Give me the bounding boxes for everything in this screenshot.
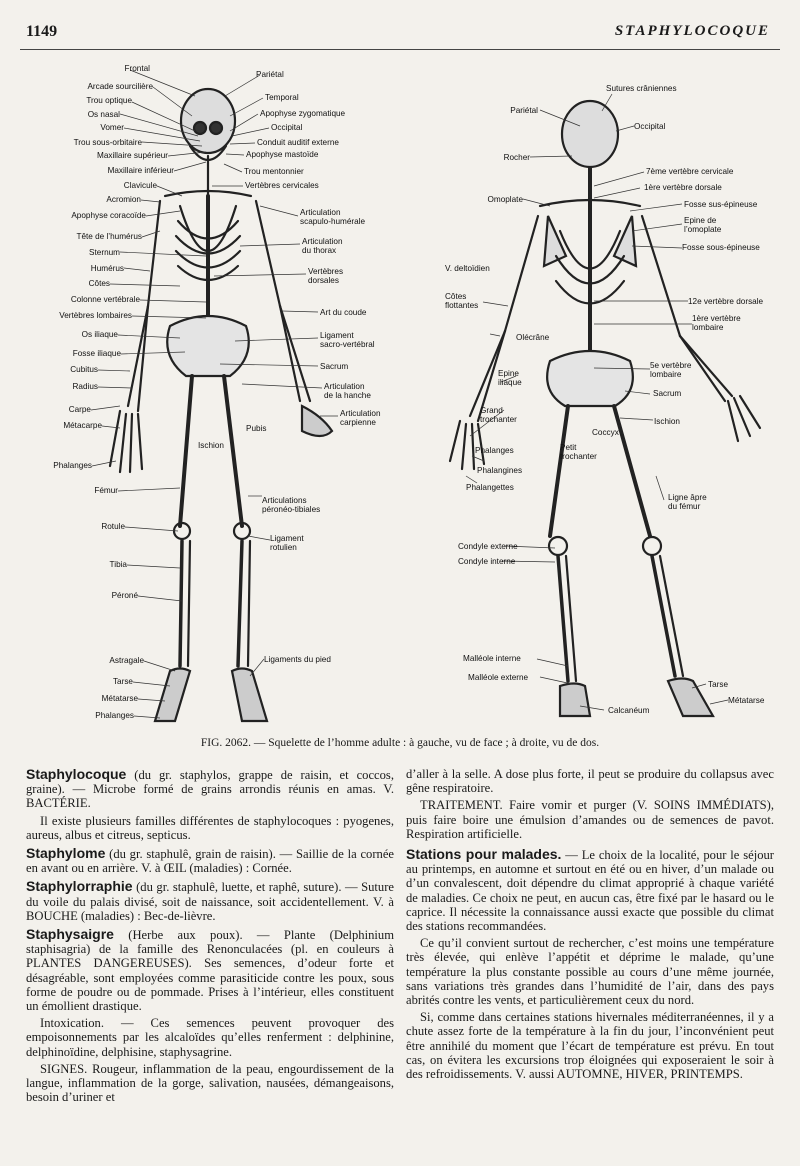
front-label-ligament-rotulien: Ligament rotulien: [270, 534, 304, 552]
front-label-fosse-iliaque: Fosse iliaque: [72, 349, 121, 358]
front-label-art-coude: Art du coude: [320, 308, 367, 317]
entry-staphylorraphie: [26, 879, 394, 923]
front-label-arcade-sourciliere: Arcade sourcilière: [87, 82, 153, 91]
front-label-vertebres-cervicales: Vertèbres cervicales: [245, 181, 319, 190]
front-label-temporal: Temporal: [265, 93, 299, 102]
entry-text: — Le choix de la localité, pour le séjour au printemps, en automne et surtout en été ou en hiver, d’un malade ou d’un convalescent, doit dépendre du climat approprié à chaque variété de maladies. Ce choix ne peut, en aucun cas, être fixé par le hasard ou le caprice. Il nécessite la connaissance aussi exacte que possible du climat des stations recommandées.: [406, 848, 774, 934]
front-label-os-iliaque: Os iliaque: [81, 330, 118, 339]
back-label-calcaneum: Calcanéum: [608, 706, 650, 715]
back-label-coccyx: Coccyx: [592, 428, 619, 437]
front-label-perone: Péroné: [111, 591, 138, 600]
back-label-epine-iliaque: Epine iliaque: [498, 369, 522, 387]
traitement-paragraph: TRAITEMENT. Faire vomir et purger (V. SOINS IMMÉDIATS), puis faire boire une émulsion d’amandes ou de semences de pavot. Respiration artificielle.: [406, 798, 774, 841]
entry-head: Staphysaigre: [26, 926, 114, 943]
front-label-maxillaire-inferieur: Maxillaire inférieur: [107, 166, 174, 175]
entry-stations-pour-malades: [406, 847, 774, 1081]
front-label-trou-optique: Trou optique: [86, 96, 132, 105]
back-label-phalangettes: Phalangettes: [466, 483, 514, 492]
entry-text: (Herbe aux poux). — Plante (Delphinium staphisagria) de la famille des Renonculacées (pl. en couleurs à PLANTES DANGEREUSES). Ses semences, d’odeur forte et désagréable, sont employées comme parasiticide contre les poux, sous forme de poudre ou de pommade. Prises à l’intérieur, elles constituent un émollient drastique.: [26, 928, 394, 1014]
back-label-malleole-interne: Malléole interne: [463, 654, 521, 663]
front-label-maxillaire-superieur: Maxillaire supérieur: [97, 151, 168, 160]
front-label-radius: Radius: [72, 382, 98, 391]
entry-head: Staphylome: [26, 845, 106, 862]
back-label-tarse: Tarse: [708, 680, 729, 689]
back-label-fosse-sous-epineuse: Fosse sous-épineuse: [682, 243, 760, 252]
front-label-rotule: Rotule: [101, 522, 125, 531]
back-label-olecrane: Olécrâne: [516, 333, 550, 342]
front-label-clavicule: Clavicule: [123, 181, 157, 190]
front-label-ligament-sacro-vertebral: Ligament sacro-vertébral: [320, 331, 375, 349]
back-label-epine-omoplate: Epine de l’omoplate: [684, 216, 722, 234]
back-label-sacrum: Sacrum: [653, 389, 682, 398]
entry-staphylocoque: [26, 767, 394, 842]
front-label-vomer: Vomer: [100, 123, 124, 132]
front-label-tete-humerus: Tête de l’humérus: [76, 232, 142, 241]
front-label-art-peroneo-tibiales: Articulations péronéo-tibiales: [262, 496, 321, 514]
front-label-art-hanche: Articulation de la hanche: [324, 382, 371, 400]
front-label-vertebres-lombaires: Vertèbres lombaires: [59, 311, 132, 320]
front-label-humerus: Humérus: [90, 264, 124, 273]
entry-paragraph: Intoxication. — Ces semences peuvent provoquer des empoisonnements par les alcaloïdes qu’elles renferment : delphinine, delphinoïdine, delphisine, staphysagrine.: [26, 1016, 394, 1059]
front-label-acromion: Acromion: [106, 195, 141, 204]
entry-paragraph: Si, comme dans certaines stations hivernales méditerranéennes, il y a chute assez forte de la température à la fin du jour, l’inconvénient peut être annihilé du moment que l’écart de température est prévu. En tout cas, on évitera les excursions trop éloignées qui exposeraient le soir à des refroidissements. V. aussi AUTOMNE, HIVER, PRINTEMPS.: [406, 1010, 774, 1082]
front-label-phalanges-hand: Phalanges: [53, 461, 92, 470]
entry-paragraph: Il existe plusieurs familles différentes de staphylocoques : pyogenes, aureus, albus et citreus, septicus.: [26, 813, 394, 842]
skeleton-figure: [20, 56, 780, 728]
front-label-occipital: Occipital: [271, 123, 303, 132]
entry-text: (du gr. staphylos, grappe de raisin, et coccos, graine). — Microbe formé de grains arrondis réunis en amas. V. BACTÉRIE.: [26, 768, 394, 811]
front-label-astragale: Astragale: [109, 656, 144, 665]
back-label-v-deltoidien: V. deltoïdien: [445, 264, 490, 273]
back-label-metatarse: Métatarse: [728, 696, 765, 705]
back-label-parietal: Pariétal: [510, 106, 538, 115]
front-label-cubitus: Cubitus: [70, 365, 98, 374]
front-label-art-scapulo-humerale: Articulation scapulo-humérale: [300, 208, 366, 226]
entry-head: Staphylorraphie: [26, 878, 133, 895]
figure-caption: FIG. 2062. — Squelette de l’homme adulte : à gauche, vu de face ; à droite, vu de dos.: [200, 737, 600, 749]
entry-staphylome: [26, 846, 394, 875]
back-label-7e-vertebre-cervicale: 7ème vertèbre cervicale: [646, 167, 734, 176]
back-label-1re-vertebre-dorsale: 1ère vertèbre dorsale: [644, 183, 722, 192]
back-label-omoplate: Omoplate: [487, 195, 523, 204]
back-label-fosse-sus-epineuse: Fosse sus-épineuse: [684, 200, 758, 209]
back-label-petit-trochanter: Petit trochanter: [560, 443, 597, 461]
entry-paragraph: SIGNES. Rougeur, inflammation de la peau, engourdissement de la langue, inflammation de la gorge, salivation, nausées, démangeaisons, besoin d’uriner et: [26, 1061, 394, 1105]
entry-staphysaigre: [26, 927, 394, 1104]
front-label-apophyse-mastoide: Apophyse mastoïde: [246, 150, 319, 159]
front-label-phalanges-foot: Phalanges: [95, 711, 134, 720]
front-label-metacarpe: Métacarpe: [63, 421, 102, 430]
back-label-condyle-interne: Condyle interne: [458, 557, 516, 566]
left-column: [26, 767, 394, 1108]
back-label-malleole-externe: Malléole externe: [468, 673, 529, 682]
front-label-pubis: Pubis: [246, 424, 267, 433]
back-label-rocher: Rocher: [503, 153, 530, 162]
page-number: 1149: [26, 23, 58, 40]
front-label-tibia: Tibia: [109, 560, 127, 569]
right-column: [406, 767, 774, 1085]
front-label-carpe: Carpe: [68, 405, 91, 414]
entry-text: (du gr. staphulê, grain de raisin). — Saillie de la cornée en avant ou en arrière. V. à ŒIL (maladies) : Cornée.: [26, 847, 394, 876]
header-rule: [20, 49, 780, 50]
front-label-metatarse: Métatarse: [101, 694, 138, 703]
back-label-condyle-externe: Condyle externe: [458, 542, 518, 551]
front-label-art-thorax: Articulation du thorax: [302, 237, 343, 255]
front-label-conduit-auditif: Conduit auditif externe: [257, 138, 339, 147]
back-label-occipital: Occipital: [634, 122, 666, 131]
running-head: STAPHYLOCOQUE: [614, 23, 770, 39]
front-label-frontal: Frontal: [124, 64, 150, 73]
back-label-ischion: Ischion: [654, 417, 680, 426]
front-label-apophyse-coracoide: Apophyse coracoïde: [71, 211, 146, 220]
entry-text: (du gr. staphulê, luette, et raphê, suture). — Suture du voile du palais divisé, soit de naissance, soit accidentellement. V. à BOUCHE (maladies) : Bec-de-lièvre.: [26, 880, 394, 923]
front-label-cotes: Côtes: [88, 279, 110, 288]
back-label-12e-vertebre-dorsale: 12e vertèbre dorsale: [688, 297, 764, 306]
entry-head: Stations pour malades.: [406, 846, 562, 863]
back-label-cotes-flottantes: Côtes flottantes: [445, 292, 479, 310]
back-label-sutures-craniennes: Sutures crâniennes: [606, 84, 677, 93]
front-label-colonne-vertebrale: Colonne vertébrale: [70, 295, 140, 304]
front-label-vertebres-dorsales: Vertèbres dorsales: [308, 267, 344, 285]
entry-paragraph: Ce qu’il convient surtout de rechercher, c’est moins une température très élevée, qui enlève l’appétit et déprime le malade, qu’une température la plus constante possible au cours d’une même journée, sans variations très grandes dans l’humidité de l’air, dans des pays abrités contre les vents, et particulièrement ceux du nord.: [406, 936, 774, 1008]
front-label-art-carpienne: Articulation carpienne: [340, 409, 381, 427]
back-label-ligne-apre: Ligne âpre du fémur: [668, 493, 707, 511]
entry-head: Staphylocoque: [26, 766, 127, 782]
front-label-ligaments-pied: Ligaments du pied: [264, 655, 331, 664]
front-label-sacrum: Sacrum: [320, 362, 349, 371]
back-label-phalangines: Phalangines: [477, 466, 523, 475]
front-label-femur: Fémur: [94, 486, 118, 495]
front-label-tarse: Tarse: [112, 677, 133, 686]
back-label-5e-vertebre-lombaire: 5e vertèbre lombaire: [650, 361, 692, 379]
front-label-ischion: Ischion: [198, 441, 224, 450]
back-label-phalanges: Phalanges: [475, 446, 514, 455]
front-label-parietal: Pariétal: [256, 70, 284, 79]
front-label-trou-sous-orbitaire: Trou sous-orbitaire: [73, 138, 142, 147]
front-label-sternum: Sternum: [89, 248, 120, 257]
back-label-grand-trochanter: Grand trochanter: [480, 406, 517, 424]
continuation-paragraph: d’aller à la selle. A dose plus forte, il peut se produire du collapsus avec gêne respiratoire.: [406, 767, 774, 796]
front-label-apophyse-zygomatique: Apophyse zygomatique: [260, 109, 346, 118]
front-label-os-nasal: Os nasal: [87, 110, 120, 119]
back-label-1re-vertebre-lombaire: 1ère vertèbre lombaire: [692, 314, 741, 332]
front-label-trou-mentonnier: Trou mentonnier: [244, 167, 304, 176]
